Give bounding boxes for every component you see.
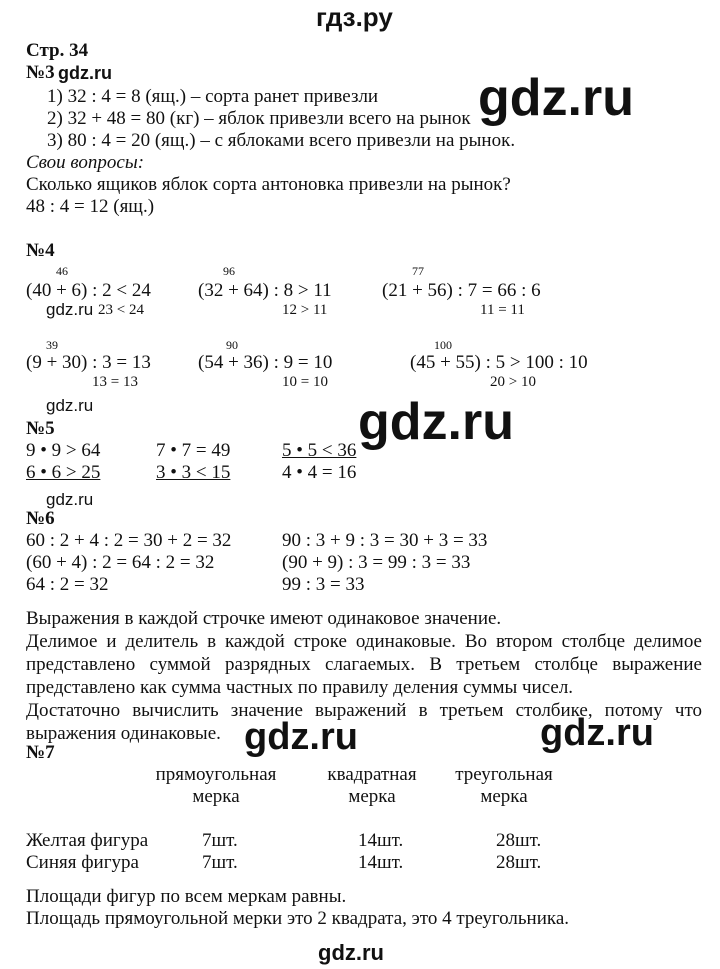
- ex7-row2-v1: 7шт.: [202, 852, 238, 873]
- site-footer: gdz.ru: [318, 940, 384, 965]
- ex5-r2-c1: 6 • 6 > 25: [26, 462, 101, 483]
- watermark-small: gdz.ru: [46, 300, 94, 319]
- watermark-small: gdz.ru: [46, 396, 94, 415]
- ex4-r1-c2-check: 12 > 11: [282, 302, 328, 318]
- ex6-title: №6: [26, 508, 55, 529]
- ex4-r1-c2-sup: 96: [223, 264, 235, 278]
- ex4-r2-c3-check: 20 > 10: [490, 374, 536, 390]
- ex7-conclusion-2: Площадь прямоугольной мерки это 2 квадрата, это 4 треугольника.: [26, 908, 570, 929]
- ex7-row1-v1: 7шт.: [202, 830, 238, 851]
- ex6-c1-r1: 60 : 2 + 4 : 2 = 30 + 2 = 32: [26, 530, 232, 551]
- ex7-row1-v3: 28шт.: [496, 830, 542, 851]
- watermark-small: gdz.ru: [58, 63, 112, 83]
- ex4-r1-c3-expr: (21 + 56) : 7 = 66 : 6: [382, 280, 541, 301]
- ex4-r1-c2-expr: (32 + 64) : 8 > 11: [198, 280, 332, 301]
- ex4-r1-c3-sup: 77: [412, 264, 424, 278]
- ex7-row2-v3: 28шт.: [496, 852, 542, 873]
- watermark-big: gdz.ru: [358, 393, 514, 451]
- ex4-r2-c3-expr: (45 + 55) : 5 > 100 : 10: [410, 352, 588, 373]
- ex5-r2-c3: 4 • 4 = 16: [282, 462, 357, 483]
- ex3-item-1: 1) 32 : 4 = 8 (ящ.) – сорта ранет привезли: [47, 86, 379, 107]
- watermark-big: gdz.ru: [540, 712, 654, 754]
- watermark-big: gdz.ru: [478, 69, 634, 127]
- ex3-answer: 48 : 4 = 12 (ящ.): [26, 196, 155, 217]
- ex4-r2-c1-check: 13 = 13: [92, 374, 138, 390]
- ex6-text-2: Делимое и делитель в каждой строке одинаковые. Во втором столбце делимое представлено суммой разрядных слагаемых. В третьем столбце выражение представлено как сумма частных по правилу деления суммы чисел.: [26, 631, 702, 698]
- ex4-r2-c3-sup: 100: [434, 338, 452, 352]
- ex4-title: №4: [26, 240, 55, 261]
- ex6-c2-r3: 99 : 3 = 33: [282, 574, 365, 595]
- ex7-header-square-l1: квадратная: [327, 764, 417, 785]
- ex7-row2-v2: 14шт.: [358, 852, 404, 873]
- ex4-r1-c3-check: 11 = 11: [480, 302, 525, 318]
- ex6-text-1: Выражения в каждой строчке имеют одинаковое значение.: [26, 608, 502, 629]
- site-header: гдз.ру: [316, 2, 393, 32]
- ex7-header-tri-l2: мерка: [480, 786, 528, 807]
- ex7-row1-label: Желтая фигура: [26, 830, 149, 851]
- ex4-r1-c1-sup: 46: [56, 264, 68, 278]
- ex5-r1-c2: 7 • 7 = 49: [156, 440, 231, 461]
- ex3-item-3: 3) 80 : 4 = 20 (ящ.) – с яблоками всего привезли на рынок.: [47, 130, 516, 151]
- ex6-c2-r1: 90 : 3 + 9 : 3 = 30 + 3 = 33: [282, 530, 488, 551]
- ex7-row2-label: Синяя фигура: [26, 852, 139, 873]
- ex3-item-2: 2) 32 + 48 = 80 (кг) – яблок привезли всего на рынок: [47, 108, 471, 129]
- ex4-r1-c1-check: 23 < 24: [98, 302, 144, 318]
- ex3-question: Сколько ящиков яблок сорта антоновка привезли на рынок?: [26, 174, 511, 195]
- watermark-big: gdz.ru: [244, 716, 358, 758]
- watermark-small: gdz.ru: [46, 490, 94, 509]
- ex4-r2-c2-expr: (54 + 36) : 9 = 10: [198, 352, 333, 373]
- ex7-row1-v2: 14шт.: [358, 830, 404, 851]
- ex7-header-rect-l1: прямоугольная: [155, 764, 277, 785]
- ex7-conclusion-1: Площади фигур по всем меркам равны.: [26, 886, 347, 907]
- ex4-r2-c2-sup: 90: [226, 338, 238, 352]
- ex5-r2-c2: 3 • 3 < 15: [156, 462, 231, 483]
- ex3-title: №3: [26, 62, 55, 83]
- ex4-r1-c1-expr: (40 + 6) : 2 < 24: [26, 280, 151, 301]
- ex6-c1-r2: (60 + 4) : 2 = 64 : 2 = 32: [26, 552, 215, 573]
- ex5-title: №5: [26, 418, 55, 439]
- ex6-c2-r2: (90 + 9) : 3 = 99 : 3 = 33: [282, 552, 471, 573]
- ex4-r2-c1-sup: 39: [46, 338, 58, 352]
- ex7-header-tri-l1: треугольная: [455, 764, 553, 785]
- ex7-header-rect-l2: мерка: [192, 786, 240, 807]
- ex6-text-3: Достаточно вычислить значение выражений в третьем столбике, потому что выражения одинаковые.: [26, 700, 702, 744]
- page-label: Стр. 34: [26, 40, 89, 61]
- ex5-r1-c1: 9 • 9 > 64: [26, 440, 101, 461]
- ex7-header-square-l2: мерка: [348, 786, 396, 807]
- ex5-r1-c3: 5 • 5 < 36: [282, 440, 357, 461]
- ex7-title: №7: [26, 742, 55, 763]
- ex4-r2-c2-check: 10 = 10: [282, 374, 328, 390]
- ex3-own-questions: Свои вопросы:: [26, 152, 145, 173]
- ex4-r2-c1-expr: (9 + 30) : 3 = 13: [26, 352, 151, 373]
- ex6-c1-r3: 64 : 2 = 32: [26, 574, 109, 595]
